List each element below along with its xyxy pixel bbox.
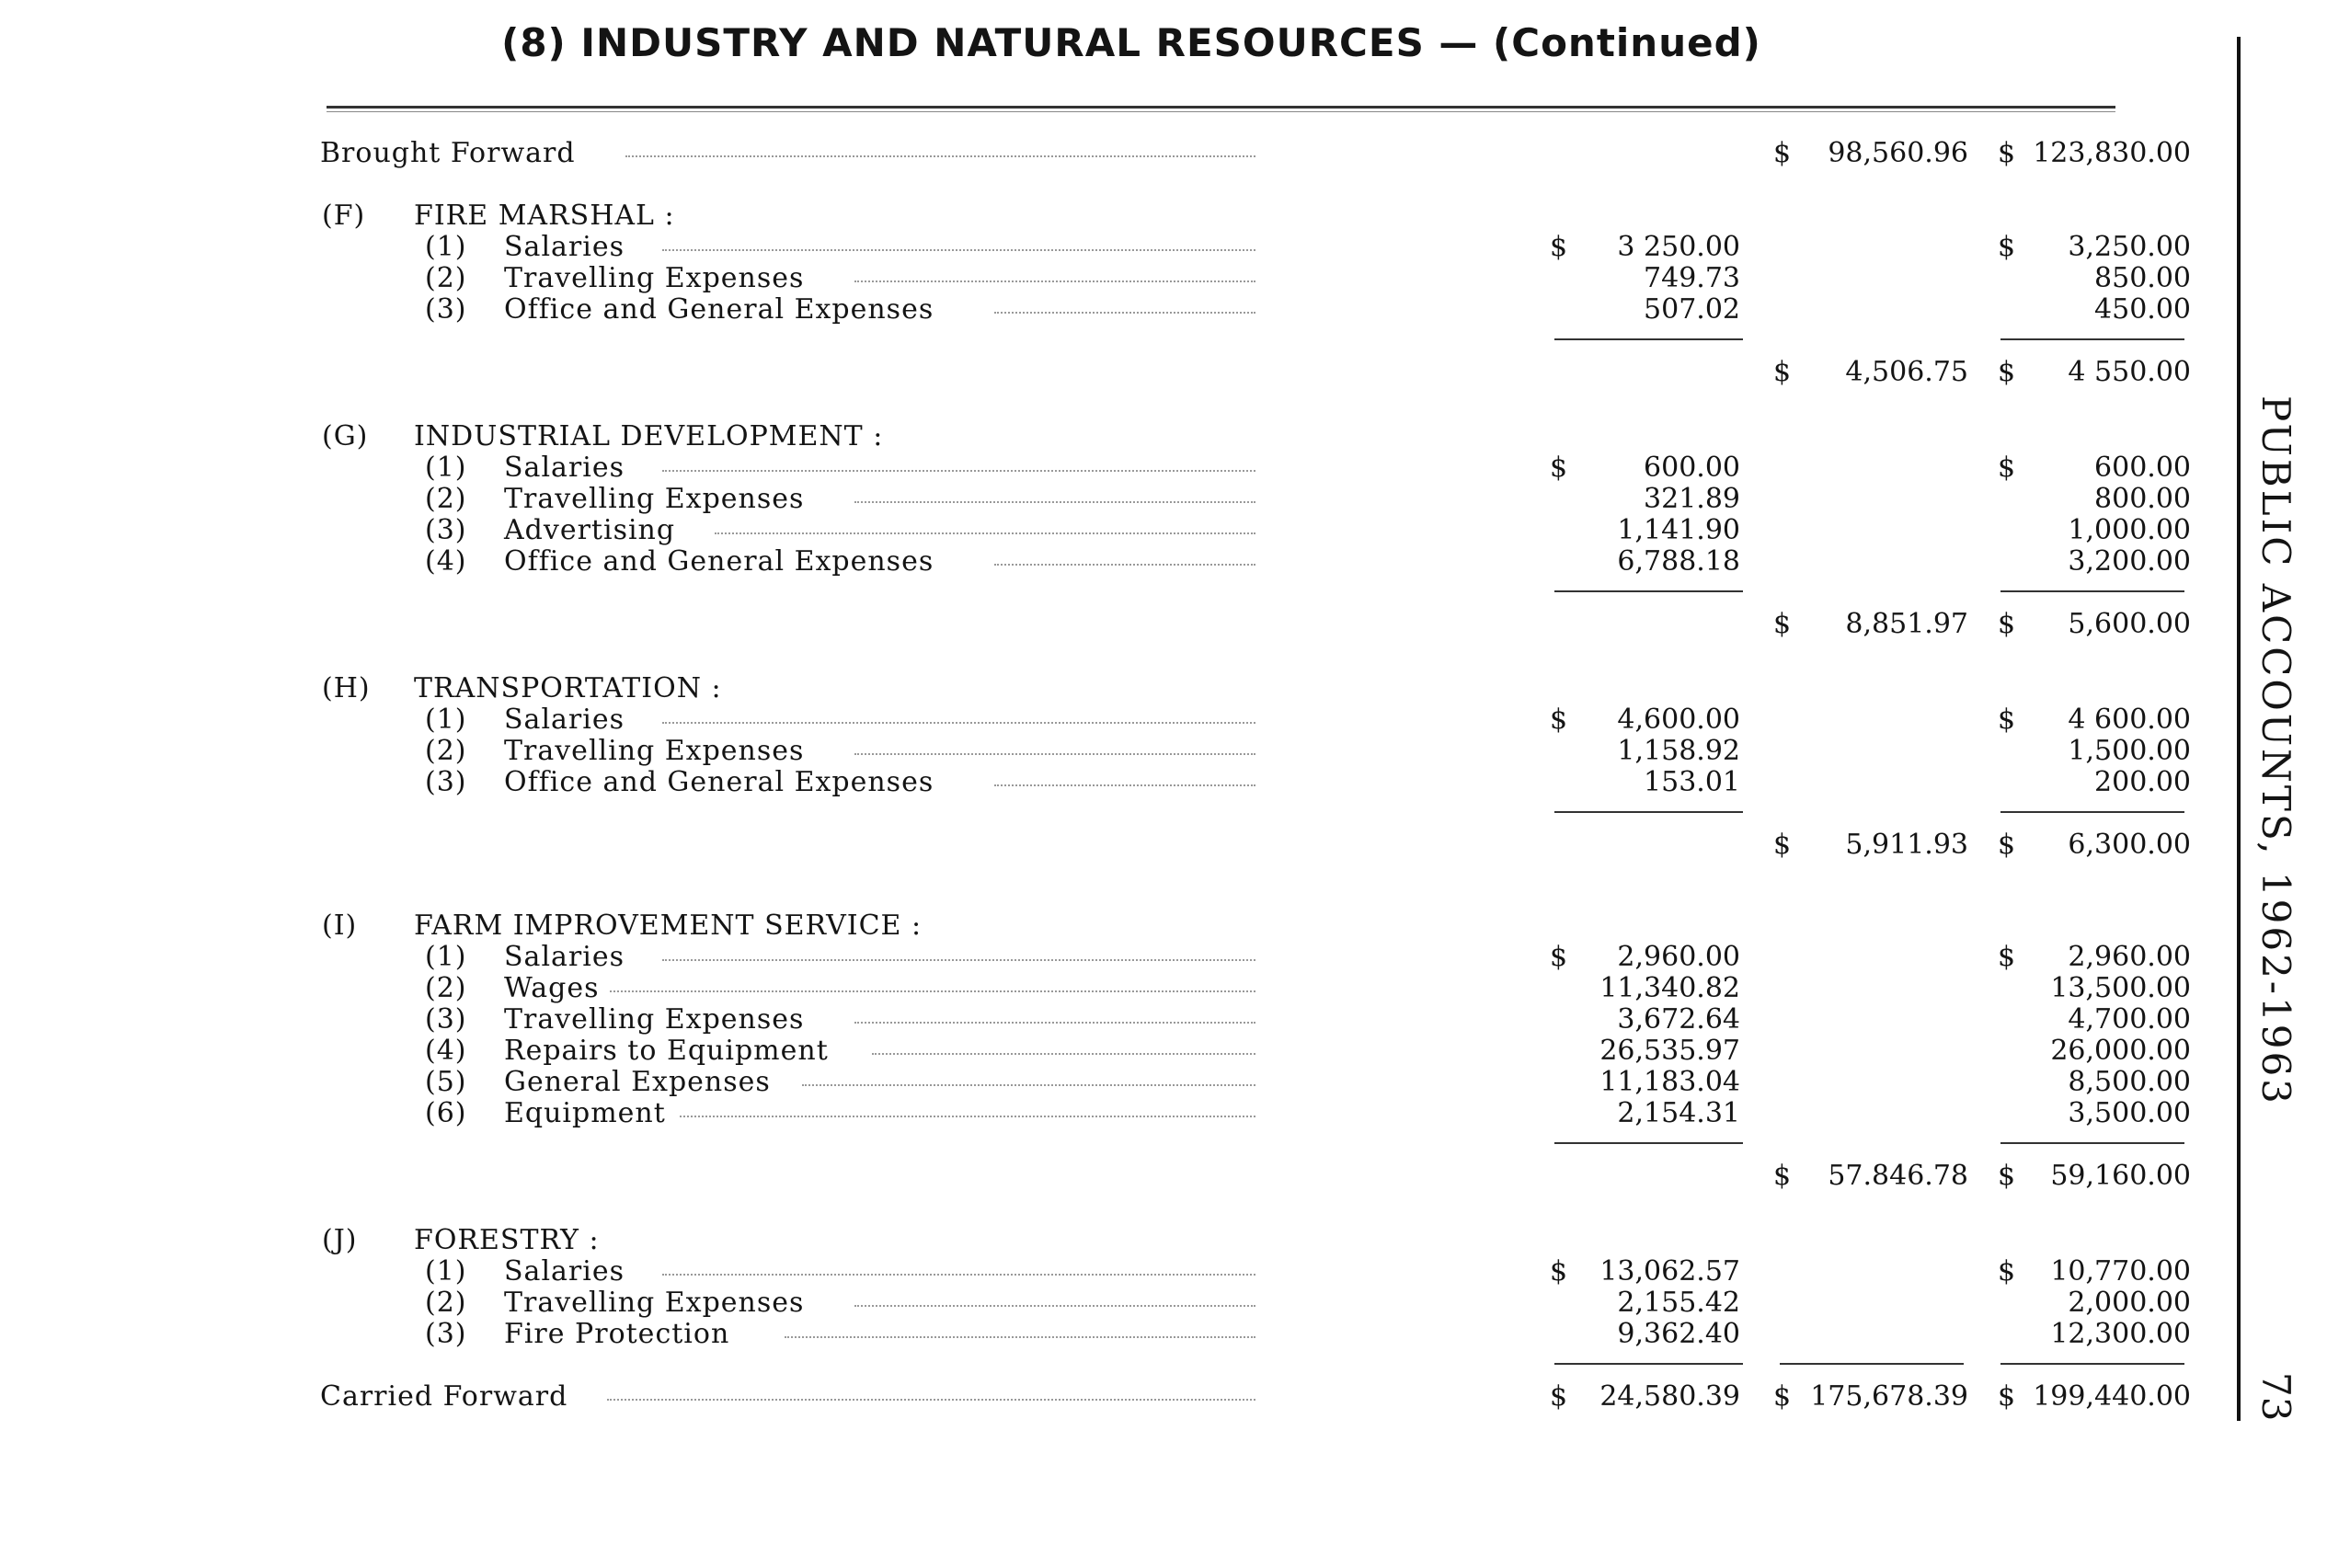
- item-amount-spent: 11,340.82: [1599, 972, 1740, 1004]
- item-amount-spent: 507.02: [1644, 293, 1740, 326]
- subtotal-rule: [2000, 1363, 2184, 1365]
- item-amount-spent: 1,141.90: [1617, 514, 1740, 546]
- item-amount-spent: 11,183.04: [1599, 1066, 1740, 1098]
- subtotal-rule: [2000, 590, 2184, 592]
- item-amount-estimate: 600.00: [2094, 452, 2191, 484]
- currency-sign: $: [1998, 1380, 2016, 1413]
- item-amount-estimate: 13,500.00: [2050, 972, 2191, 1004]
- section-total-spent: 8,851.97: [1845, 608, 1968, 640]
- item-amount-estimate: 450.00: [2094, 293, 2191, 326]
- line-item-row: [0, 736, 2226, 767]
- section-total-estimate: 6,300.00: [2068, 829, 2191, 861]
- item-label: Fire Protection: [504, 1318, 730, 1350]
- currency-sign: $: [1773, 137, 1792, 169]
- line-item-row: [0, 1067, 2226, 1098]
- line-item-row: [0, 942, 2226, 973]
- brought-forward-col3: 123,830.00: [2033, 137, 2191, 169]
- subtotal-rule: [2000, 1142, 2184, 1144]
- header-rule: [327, 106, 2115, 109]
- currency-sign: $: [1773, 356, 1792, 388]
- section-heading: FIRE MARSHAL :: [414, 200, 675, 232]
- section-letter: (J): [322, 1224, 358, 1256]
- dot-leader: [854, 501, 1255, 503]
- currency-sign: $: [1773, 1160, 1792, 1192]
- item-amount-estimate: 800.00: [2094, 483, 2191, 515]
- margin-rule: [2237, 37, 2241, 1421]
- dot-leader: [625, 155, 1255, 157]
- item-number: (2): [425, 1287, 467, 1319]
- section-total-estimate: 59,160.00: [2050, 1160, 2191, 1192]
- currency-sign: $: [1550, 1380, 1568, 1413]
- dot-leader: [872, 1053, 1255, 1055]
- dot-leader: [662, 1274, 1255, 1276]
- item-label: General Expenses: [504, 1066, 771, 1098]
- subtotal-rule: [1554, 1363, 1743, 1365]
- item-number: (4): [425, 545, 467, 578]
- item-number: (3): [425, 1318, 467, 1350]
- item-amount-estimate: 200.00: [2094, 766, 2191, 798]
- item-label: Salaries: [504, 941, 625, 973]
- item-number: (4): [425, 1035, 467, 1067]
- item-number: (1): [425, 452, 467, 484]
- section-heading-row: [0, 910, 2226, 942]
- section-letter: (H): [322, 672, 371, 704]
- item-amount-spent: 2,155.42: [1617, 1287, 1740, 1319]
- item-label: Repairs to Equipment: [504, 1035, 829, 1067]
- subtotal-rule: [2000, 338, 2184, 340]
- item-amount-spent: 2,960.00: [1617, 941, 1740, 973]
- dot-leader: [994, 784, 1255, 786]
- line-item-row: [0, 232, 2226, 263]
- section-total-spent: 5,911.93: [1845, 829, 1968, 861]
- dot-leader: [854, 280, 1255, 282]
- currency-sign: $: [1998, 941, 2016, 973]
- item-label: Office and General Expenses: [504, 766, 934, 798]
- currency-sign: $: [1550, 704, 1568, 736]
- section-total-row: [0, 357, 2226, 388]
- item-label: Travelling Expenses: [504, 262, 805, 294]
- dot-leader: [994, 312, 1255, 314]
- dot-leader: [662, 249, 1255, 251]
- carried-forward-col2: 175,678.39: [1810, 1380, 1968, 1413]
- item-amount-estimate: 4,700.00: [2068, 1003, 2191, 1036]
- dot-leader: [854, 753, 1255, 755]
- section-total-row: [0, 1161, 2226, 1192]
- section-heading: INDUSTRIAL DEVELOPMENT :: [414, 420, 884, 452]
- page-number: 73: [2253, 1372, 2298, 1422]
- line-item-row: [0, 973, 2226, 1004]
- subtotal-rule: [1554, 1142, 1743, 1144]
- item-number: (3): [425, 293, 467, 326]
- section-heading-row: [0, 1225, 2226, 1256]
- item-label: Office and General Expenses: [504, 545, 934, 578]
- item-amount-estimate: 4 600.00: [2068, 704, 2191, 736]
- dot-leader: [802, 1084, 1255, 1086]
- item-amount-estimate: 12,300.00: [2050, 1318, 2191, 1350]
- page-title: (8) INDUSTRY AND NATURAL RESOURCES — (Continued): [501, 20, 1761, 65]
- carried-forward-row: [0, 1381, 2226, 1413]
- section-heading: TRANSPORTATION :: [414, 672, 722, 704]
- dot-leader: [854, 1305, 1255, 1307]
- item-number: (6): [425, 1097, 467, 1129]
- item-label: Travelling Expenses: [504, 1287, 805, 1319]
- item-number: (3): [425, 766, 467, 798]
- item-number: (1): [425, 704, 467, 736]
- item-number: (5): [425, 1066, 467, 1098]
- item-number: (1): [425, 1255, 467, 1288]
- item-amount-estimate: 10,770.00: [2050, 1255, 2191, 1288]
- item-label: Wages: [504, 972, 600, 1004]
- item-amount-estimate: 8,500.00: [2068, 1066, 2191, 1098]
- currency-sign: $: [1998, 137, 2016, 169]
- item-number: (2): [425, 262, 467, 294]
- brought-forward-col2: 98,560.96: [1828, 137, 1968, 169]
- currency-sign: $: [1998, 356, 2016, 388]
- item-label: Salaries: [504, 231, 625, 263]
- section-total-estimate: 5,600.00: [2068, 608, 2191, 640]
- dot-leader: [854, 1022, 1255, 1024]
- item-amount-spent: 749.73: [1644, 262, 1740, 294]
- currency-sign: $: [1998, 452, 2016, 484]
- carried-forward-col3: 199,440.00: [2033, 1380, 2191, 1413]
- section-heading-row: [0, 673, 2226, 704]
- dot-leader: [662, 722, 1255, 724]
- currency-sign: $: [1773, 829, 1792, 861]
- side-running-title: PUBLIC ACCOUNTS, 1962-1963: [2253, 395, 2298, 1106]
- line-item-row: [0, 452, 2226, 484]
- currency-sign: $: [1998, 231, 2016, 263]
- section-heading: FORESTRY :: [414, 1224, 600, 1256]
- section-total-row: [0, 609, 2226, 640]
- line-item-row: [0, 484, 2226, 515]
- currency-sign: $: [1550, 941, 1568, 973]
- item-number: (2): [425, 735, 467, 767]
- section-letter: (G): [322, 420, 369, 452]
- item-label: Salaries: [504, 704, 625, 736]
- line-item-row: [0, 1288, 2226, 1319]
- currency-sign: $: [1550, 1255, 1568, 1288]
- currency-sign: $: [1998, 829, 2016, 861]
- section-letter: (I): [322, 910, 358, 942]
- item-amount-estimate: 3,250.00: [2068, 231, 2191, 263]
- line-item-row: [0, 1098, 2226, 1129]
- item-label: Travelling Expenses: [504, 735, 805, 767]
- item-amount-spent: 1,158.92: [1617, 735, 1740, 767]
- line-item-row: [0, 1319, 2226, 1350]
- item-label: Office and General Expenses: [504, 293, 934, 326]
- item-amount-spent: 6,788.18: [1617, 545, 1740, 578]
- subtotal-rule: [1554, 811, 1743, 813]
- subtotal-rule: [1554, 338, 1743, 340]
- subtotal-rule: [2000, 811, 2184, 813]
- item-amount-estimate: 850.00: [2094, 262, 2191, 294]
- currency-sign: $: [1998, 704, 2016, 736]
- line-item-row: [0, 263, 2226, 294]
- item-amount-estimate: 1,000.00: [2068, 514, 2191, 546]
- line-item-row: [0, 515, 2226, 546]
- currency-sign: $: [1998, 1160, 2016, 1192]
- item-number: (1): [425, 941, 467, 973]
- line-item-row: [0, 767, 2226, 798]
- item-number: (1): [425, 231, 467, 263]
- line-item-row: [0, 1004, 2226, 1036]
- currency-sign: $: [1550, 231, 1568, 263]
- item-number: (3): [425, 1003, 467, 1036]
- item-number: (2): [425, 483, 467, 515]
- item-label: Salaries: [504, 1255, 625, 1288]
- item-amount-spent: 2,154.31: [1617, 1097, 1740, 1129]
- subtotal-rule: [1780, 1363, 1964, 1365]
- section-heading: FARM IMPROVEMENT SERVICE :: [414, 910, 923, 942]
- item-amount-spent: 4,600.00: [1617, 704, 1740, 736]
- carried-forward-label: Carried Forward: [320, 1380, 568, 1413]
- item-amount-estimate: 26,000.00: [2050, 1035, 2191, 1067]
- item-amount-spent: 153.01: [1644, 766, 1740, 798]
- item-amount-estimate: 1,500.00: [2068, 735, 2191, 767]
- item-amount-estimate: 2,000.00: [2068, 1287, 2191, 1319]
- item-amount-estimate: 2,960.00: [2068, 941, 2191, 973]
- section-total-estimate: 4 550.00: [2068, 356, 2191, 388]
- item-number: (2): [425, 972, 467, 1004]
- item-label: Salaries: [504, 452, 625, 484]
- dot-leader: [994, 564, 1255, 566]
- dot-leader: [715, 532, 1255, 534]
- subtotal-rule: [1554, 590, 1743, 592]
- item-amount-estimate: 3,200.00: [2068, 545, 2191, 578]
- item-label: Travelling Expenses: [504, 1003, 805, 1036]
- section-letter: (F): [322, 200, 366, 232]
- dot-leader: [610, 990, 1255, 992]
- section-heading-row: [0, 200, 2226, 232]
- item-amount-spent: 321.89: [1644, 483, 1740, 515]
- item-amount-spent: 3,672.64: [1617, 1003, 1740, 1036]
- dot-leader: [662, 470, 1255, 472]
- item-amount-estimate: 3,500.00: [2068, 1097, 2191, 1129]
- brought-forward-label: Brought Forward: [320, 137, 576, 169]
- item-label: Advertising: [504, 514, 676, 546]
- section-total-spent: 57.846.78: [1828, 1160, 1968, 1192]
- item-number: (3): [425, 514, 467, 546]
- dot-leader: [785, 1336, 1255, 1338]
- carried-forward-col1: 24,580.39: [1599, 1380, 1740, 1413]
- line-item-row: [0, 1256, 2226, 1288]
- line-item-row: [0, 294, 2226, 326]
- line-item-row: [0, 704, 2226, 736]
- line-item-row: [0, 1036, 2226, 1067]
- currency-sign: $: [1773, 608, 1792, 640]
- item-amount-spent: 13,062.57: [1599, 1255, 1740, 1288]
- currency-sign: $: [1550, 452, 1568, 484]
- brought-forward-row: [0, 138, 2226, 169]
- item-label: Equipment: [504, 1097, 666, 1129]
- dot-leader: [662, 959, 1255, 961]
- dot-leader: [680, 1116, 1255, 1117]
- currency-sign: $: [1998, 608, 2016, 640]
- item-label: Travelling Expenses: [504, 483, 805, 515]
- section-total-spent: 4,506.75: [1845, 356, 1968, 388]
- section-total-row: [0, 830, 2226, 861]
- item-amount-spent: 3 250.00: [1617, 231, 1740, 263]
- dot-leader: [607, 1399, 1255, 1401]
- currency-sign: $: [1998, 1255, 2016, 1288]
- section-heading-row: [0, 421, 2226, 452]
- currency-sign: $: [1773, 1380, 1792, 1413]
- item-amount-spent: 26,535.97: [1599, 1035, 1740, 1067]
- header-rule-thin: [327, 111, 2115, 112]
- item-amount-spent: 600.00: [1644, 452, 1740, 484]
- item-amount-spent: 9,362.40: [1617, 1318, 1740, 1350]
- line-item-row: [0, 546, 2226, 578]
